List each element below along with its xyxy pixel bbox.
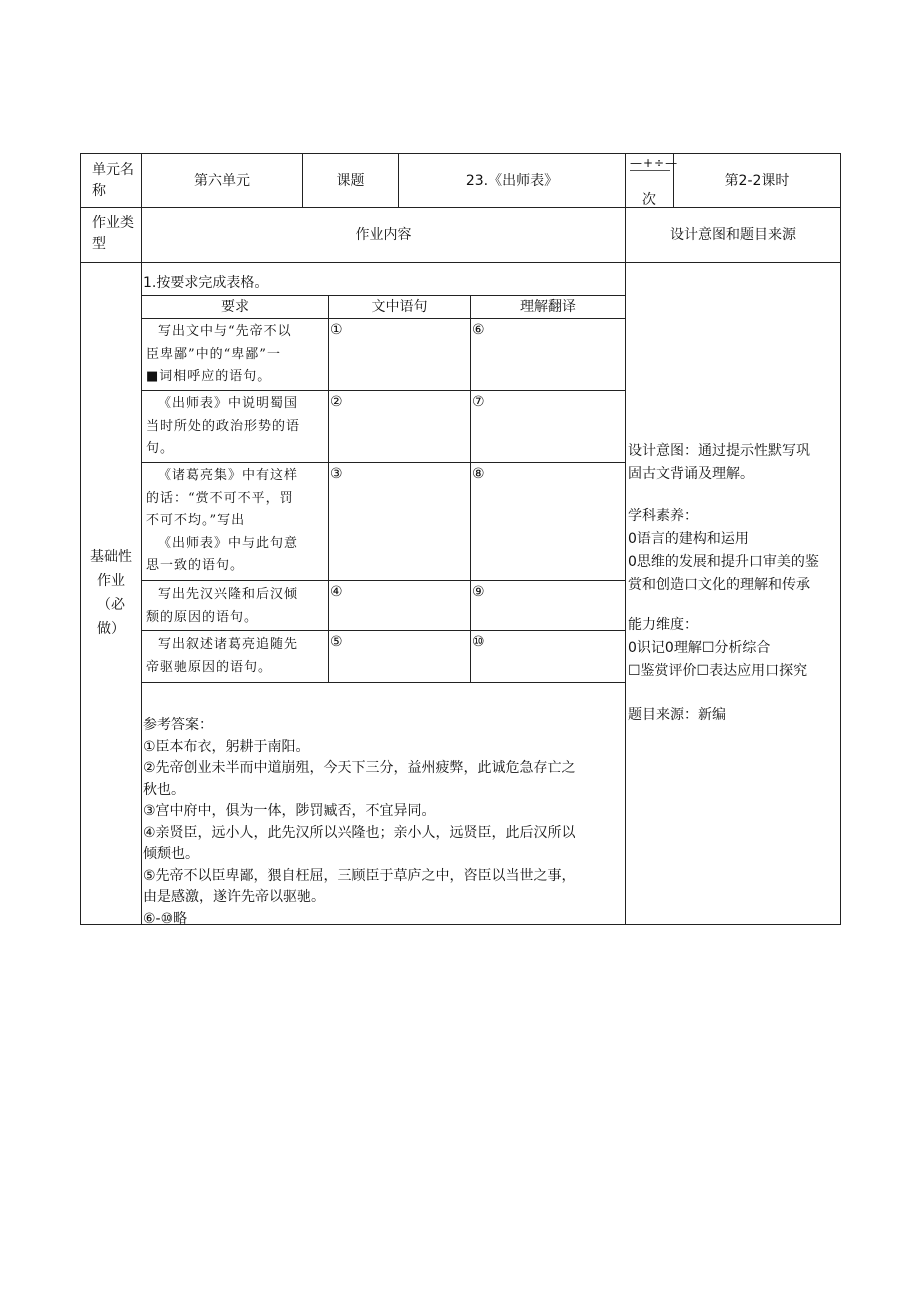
answer-line: ①臣本布衣，躬耕于南阳。 [143, 738, 310, 755]
design-label: 设计意图和题目来源 [670, 227, 796, 243]
ability-section: 能力维度： 0识记0理解☐分析综合 ☐鉴赏评价☐表达应用口探究 [628, 614, 807, 683]
answer-line: 秋也。 [143, 781, 185, 798]
inner-row-3-bottom [141, 580, 626, 581]
type-label: 作业类 型 [92, 215, 134, 252]
answer-line: ③宫中府中，俱为一体，陟罚臧否，不宜异同。 [143, 803, 436, 819]
row-5-translation-marker: ⑩ [472, 634, 485, 650]
lesson-label-rule [630, 170, 670, 171]
row-4-translation-marker: ⑨ [472, 584, 485, 600]
col-header-quote: 文中语句 [371, 299, 428, 315]
answer-line: ②先帝创业未半而中道崩殂，今天下三分，益州疲弊，此诚危急存亡之 [143, 760, 576, 776]
answers-block [143, 715, 576, 930]
col-header-translation: 理解翻译 [520, 299, 576, 315]
row-4-quote-marker: ④ [330, 584, 343, 600]
answer-line: ④亲贤臣，远小人，此先汉所以兴隆也；亲小人，远贤臣，此后汉所以 [143, 824, 576, 841]
literacy-title: 学科素养： [628, 508, 698, 524]
ability-title: 能力维度： [628, 617, 698, 633]
row-1-quote-marker: ① [330, 322, 343, 338]
literacy-section: 学科素养： 0语言的建构和运用 0思维的发展和提升口审美的鉴 赏和创造口文化的理解和传承 [628, 505, 819, 597]
row-5-requirement: 写出叙述诸葛亮追随先 帝驱驰原因的语句。 [146, 637, 299, 675]
lesson-label-top: —+÷— [630, 156, 679, 170]
row-2-quote-marker: ② [330, 394, 343, 410]
row-1-requirement: 写出文中与“先帝不以 臣卑鄙”中的“卑鄙”一 ■词相呼应的语句。 [146, 324, 292, 384]
basic-homework-label: 基础性 作业 （必 做） [90, 549, 132, 637]
col-divider-1 [141, 153, 142, 925]
unit-value: 第六单元 [194, 172, 250, 189]
table-right-border [840, 153, 841, 925]
inner-row-4-bottom [141, 630, 626, 631]
inner-col-2 [470, 295, 471, 682]
unit-label: 单元名 称 [92, 162, 134, 199]
lesson-label-bottom: 次 [642, 192, 656, 208]
row-3-quote-marker: ③ [330, 466, 343, 482]
row-3-requirement: 《诸葛亮集》中有这样 的话：“赏不可不平，罚 不可不均。”写出 《出师表》中与此句意 思一致的语句。 [146, 468, 299, 573]
design-intent: 设计意图：通过提示性默写巩 固古文背诵及理解。 [628, 443, 810, 482]
inner-row-1-bottom [141, 390, 626, 391]
answer-line: 倾颓也。 [143, 846, 199, 862]
row-4-requirement: 写出先汉兴隆和后汉倾 颓的原因的语句。 [146, 587, 299, 625]
col-header-requirement: 要求 [221, 299, 249, 315]
topic-value: 23.《出师表》 [465, 172, 559, 189]
answer-line: ⑥-⑩略 [143, 910, 188, 927]
lesson-value: 第2-2课时 [724, 172, 790, 189]
answer-line: 由是感激，遂许先帝以驱驰。 [143, 889, 325, 905]
row-2-translation-marker: ⑦ [472, 394, 485, 410]
answer-line: ⑤先帝不以臣卑鄙，猥自枉屈，三顾臣于草庐之中，咨臣以当世之事， [143, 867, 576, 884]
answers-title: 参考答案： [143, 717, 213, 733]
row-5-quote-marker: ⑤ [330, 634, 343, 650]
topic-label: 课题 [336, 172, 365, 189]
row-3-translation-marker: ⑧ [472, 466, 485, 482]
inner-row-2-bottom [141, 462, 626, 463]
row-divider-2 [80, 262, 841, 263]
col-divider-4 [625, 153, 626, 925]
inner-col-1 [328, 295, 329, 682]
question-title: 1.按要求完成表格。 [143, 275, 269, 291]
row-1-translation-marker: ⑥ [472, 322, 485, 338]
inner-header-bottom [141, 318, 626, 319]
inner-row-5-bottom [141, 682, 626, 683]
table-left-border [80, 153, 81, 925]
question-source: 题目来源：新编 [628, 707, 726, 723]
content-label: 作业内容 [355, 227, 412, 243]
row-2-requirement: 《出师表》中说明蜀国 当时所处的政治形势的语 句。 [146, 396, 301, 456]
